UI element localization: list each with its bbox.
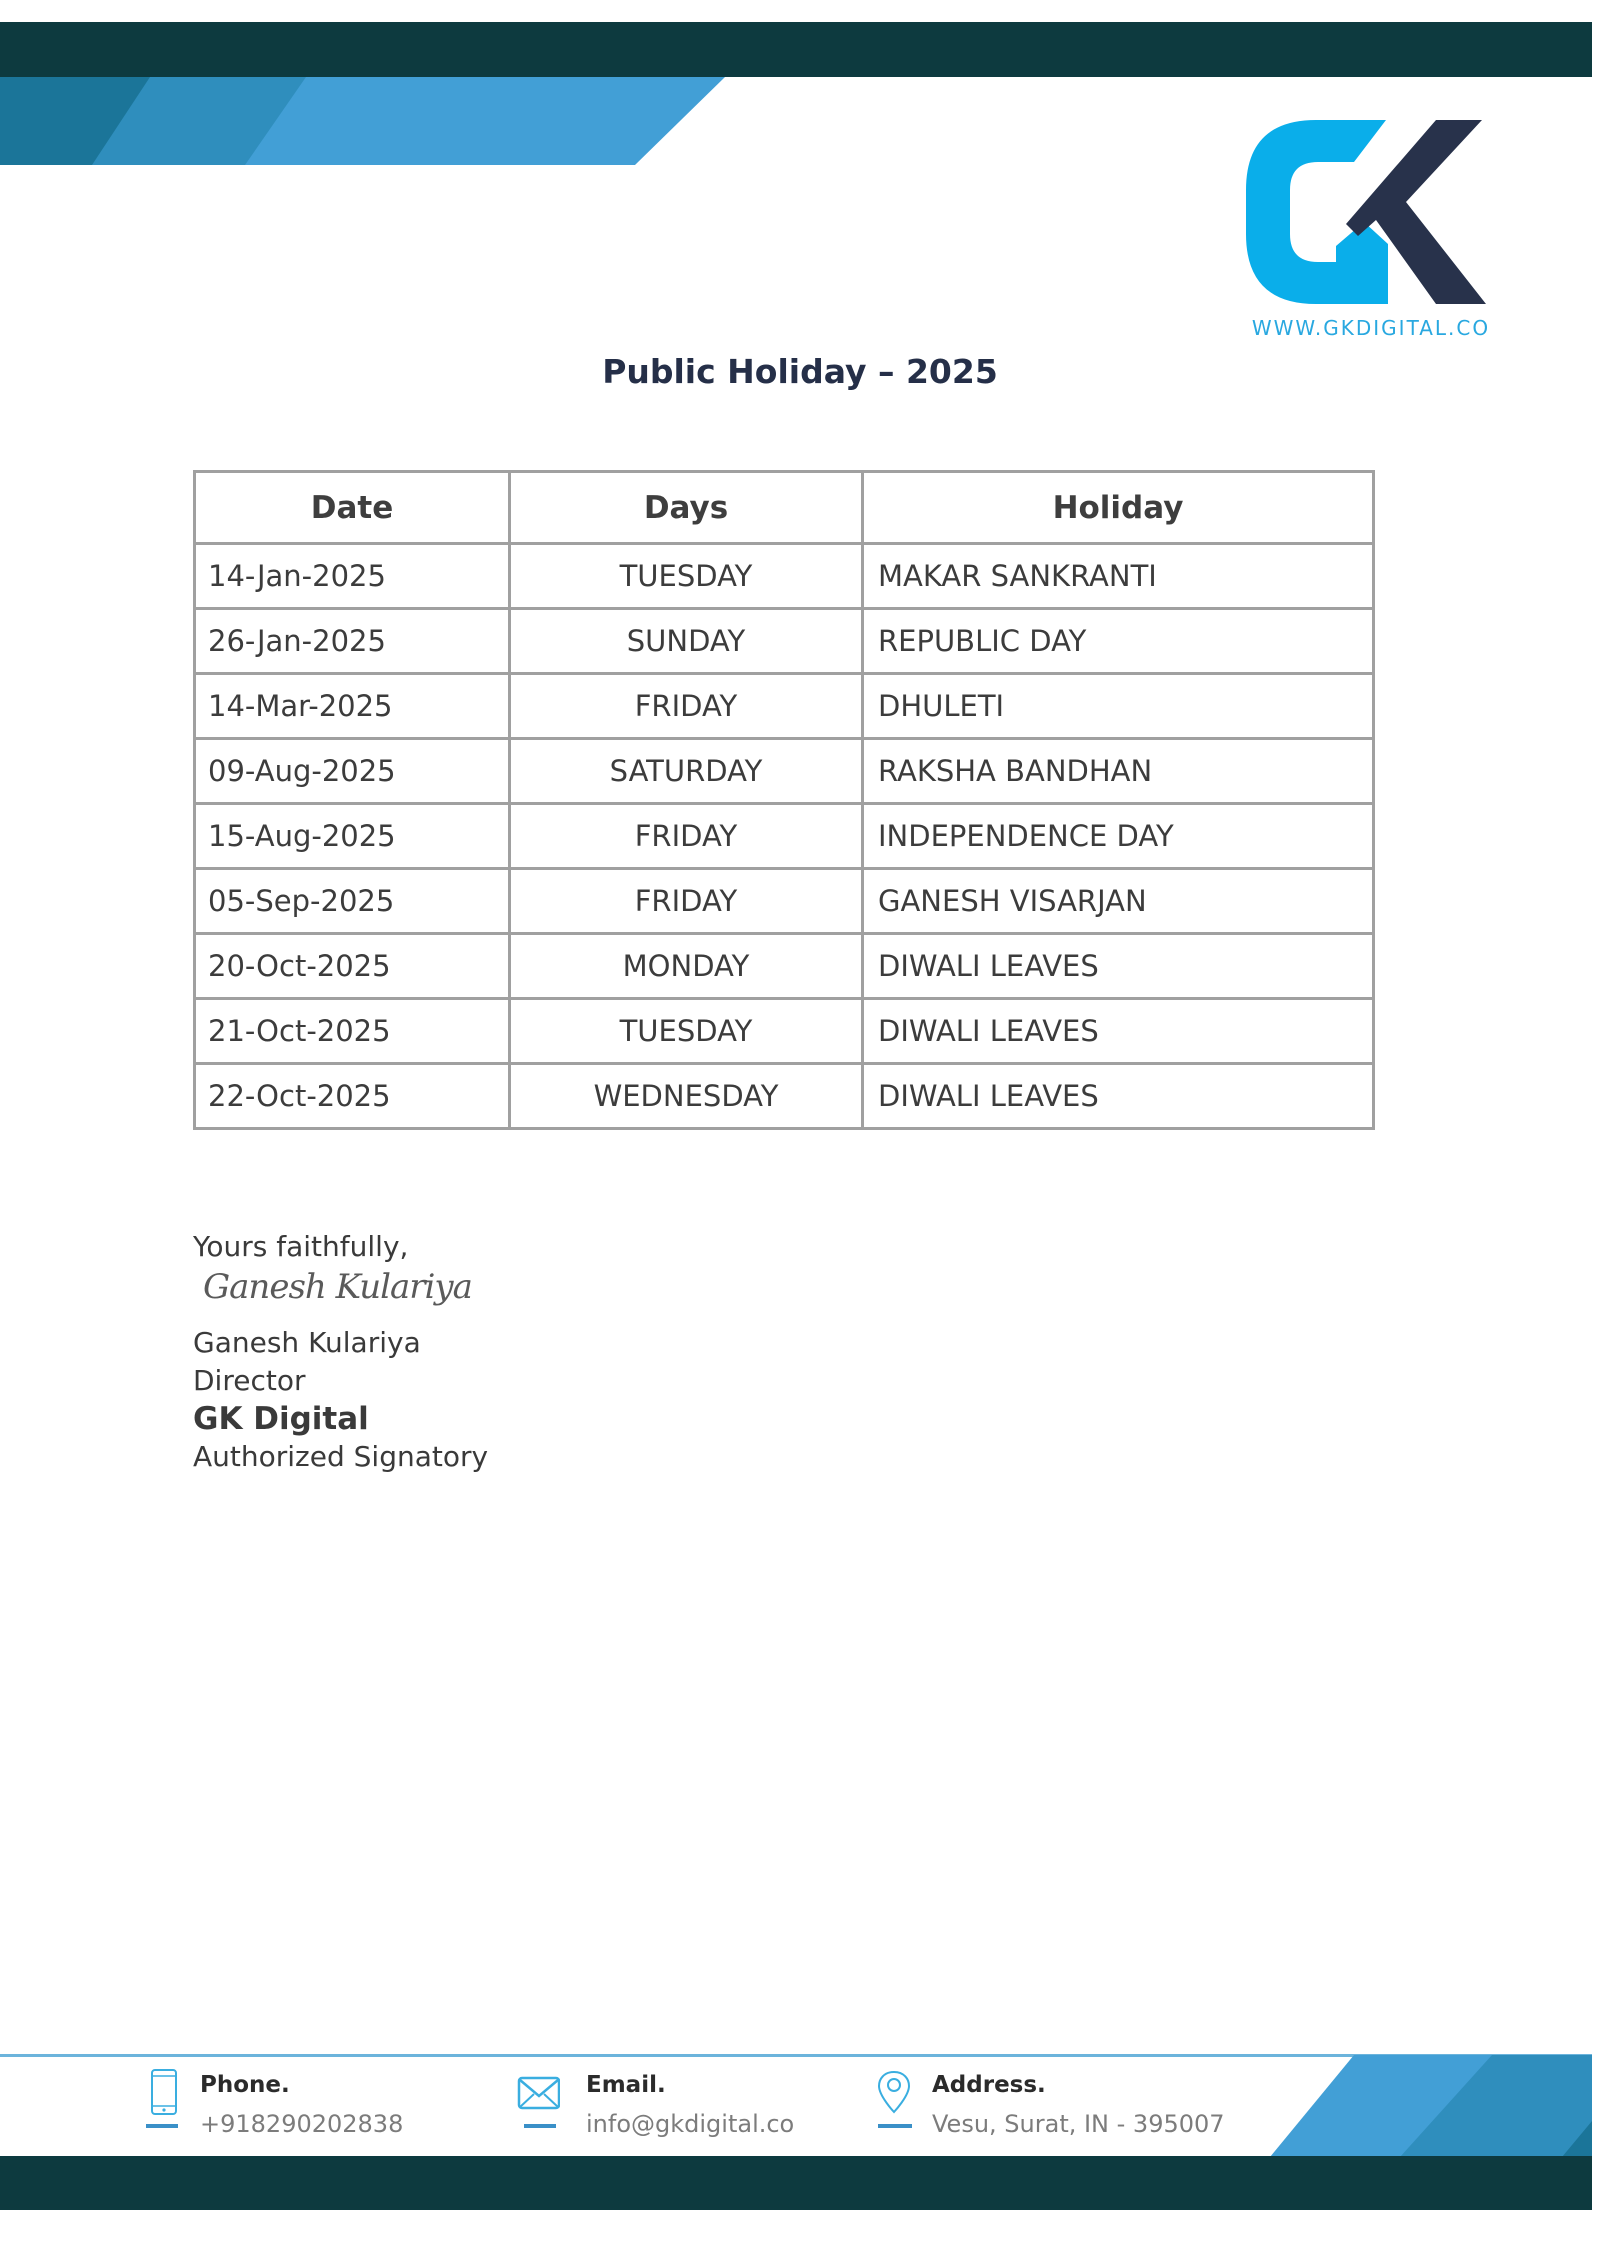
- cell-holiday: MAKAR SANKRANTI: [863, 544, 1374, 609]
- cell-day: FRIDAY: [510, 804, 863, 869]
- table-row: [195, 544, 1374, 609]
- company-logo: [1236, 112, 1506, 312]
- phone-value[interactable]: +918290202838: [200, 2110, 404, 2138]
- table-row: [195, 1064, 1374, 1129]
- cell-date: 15-Aug-2025: [195, 804, 510, 869]
- table-header-row: [195, 472, 1374, 544]
- footer-dark-band: [0, 2156, 1592, 2210]
- cell-date: 14-Jan-2025: [195, 544, 510, 609]
- cell-date: 05-Sep-2025: [195, 869, 510, 934]
- cell-date: 22-Oct-2025: [195, 1064, 510, 1129]
- cell-day: TUESDAY: [510, 999, 863, 1064]
- signoff-block: [193, 1228, 488, 1476]
- cell-holiday: DHULETI: [863, 674, 1374, 739]
- phone-label: Phone.: [200, 2072, 290, 2098]
- location-pin-icon: [876, 2068, 920, 2144]
- footer-stripes: [1270, 2055, 1592, 2157]
- signatory-designation: Director: [193, 1364, 306, 1397]
- logo-website-url: WWW.GKDIGITAL.CO: [1251, 316, 1491, 340]
- page-title: Public Holiday – 2025: [602, 352, 998, 391]
- email-label: Email.: [586, 2072, 666, 2098]
- cell-day: SUNDAY: [510, 609, 863, 674]
- phone-icon: [146, 2068, 190, 2144]
- table-row: [195, 609, 1374, 674]
- email-value[interactable]: info@gkdigital.co: [586, 2110, 795, 2138]
- gk-logo-icon: [1236, 112, 1506, 312]
- table-row: [195, 739, 1374, 804]
- closing-text: Yours faithfully,: [193, 1230, 409, 1263]
- column-header-date: Date: [195, 472, 510, 544]
- cell-holiday: RAKSHA BANDHAN: [863, 739, 1374, 804]
- cell-date: 26-Jan-2025: [195, 609, 510, 674]
- table-row: [195, 999, 1374, 1064]
- holiday-table: [193, 470, 1375, 1130]
- signature-area: [193, 1266, 488, 1324]
- signatory-name: Ganesh Kulariya: [193, 1326, 421, 1359]
- cell-holiday: DIWALI LEAVES: [863, 934, 1374, 999]
- address-label: Address.: [932, 2072, 1046, 2098]
- table-row: [195, 674, 1374, 739]
- email-icon: [516, 2068, 560, 2144]
- cell-day: MONDAY: [510, 934, 863, 999]
- table-row: [195, 804, 1374, 869]
- column-header-days: Days: [510, 472, 863, 544]
- footer-phone: [146, 2068, 426, 2148]
- handwritten-signature: Ganesh Kulariya: [203, 1267, 472, 1307]
- footer-email: [516, 2068, 836, 2148]
- cell-day: SATURDAY: [510, 739, 863, 804]
- cell-holiday: GANESH VISARJAN: [863, 869, 1374, 934]
- cell-day: WEDNESDAY: [510, 1064, 863, 1129]
- signatory-role: Authorized Signatory: [193, 1440, 489, 1473]
- cell-date: 21-Oct-2025: [195, 999, 510, 1064]
- table-row: [195, 934, 1374, 999]
- cell-holiday: REPUBLIC DAY: [863, 609, 1374, 674]
- cell-holiday: DIWALI LEAVES: [863, 999, 1374, 1064]
- cell-holiday: DIWALI LEAVES: [863, 1064, 1374, 1129]
- company-name: GK Digital: [193, 1401, 369, 1437]
- cell-holiday: INDEPENDENCE DAY: [863, 804, 1374, 869]
- address-value: Vesu, Surat, IN - 395007: [932, 2110, 1225, 2138]
- cell-date: 20-Oct-2025: [195, 934, 510, 999]
- cell-date: 14-Mar-2025: [195, 674, 510, 739]
- column-header-holiday: Holiday: [863, 472, 1374, 544]
- table-row: [195, 869, 1374, 934]
- footer-address: [876, 2068, 1256, 2148]
- cell-date: 09-Aug-2025: [195, 739, 510, 804]
- header-dark-band: [0, 22, 1592, 77]
- cell-day: TUESDAY: [510, 544, 863, 609]
- header-stripes: [0, 77, 730, 165]
- cell-day: FRIDAY: [510, 869, 863, 934]
- cell-day: FRIDAY: [510, 674, 863, 739]
